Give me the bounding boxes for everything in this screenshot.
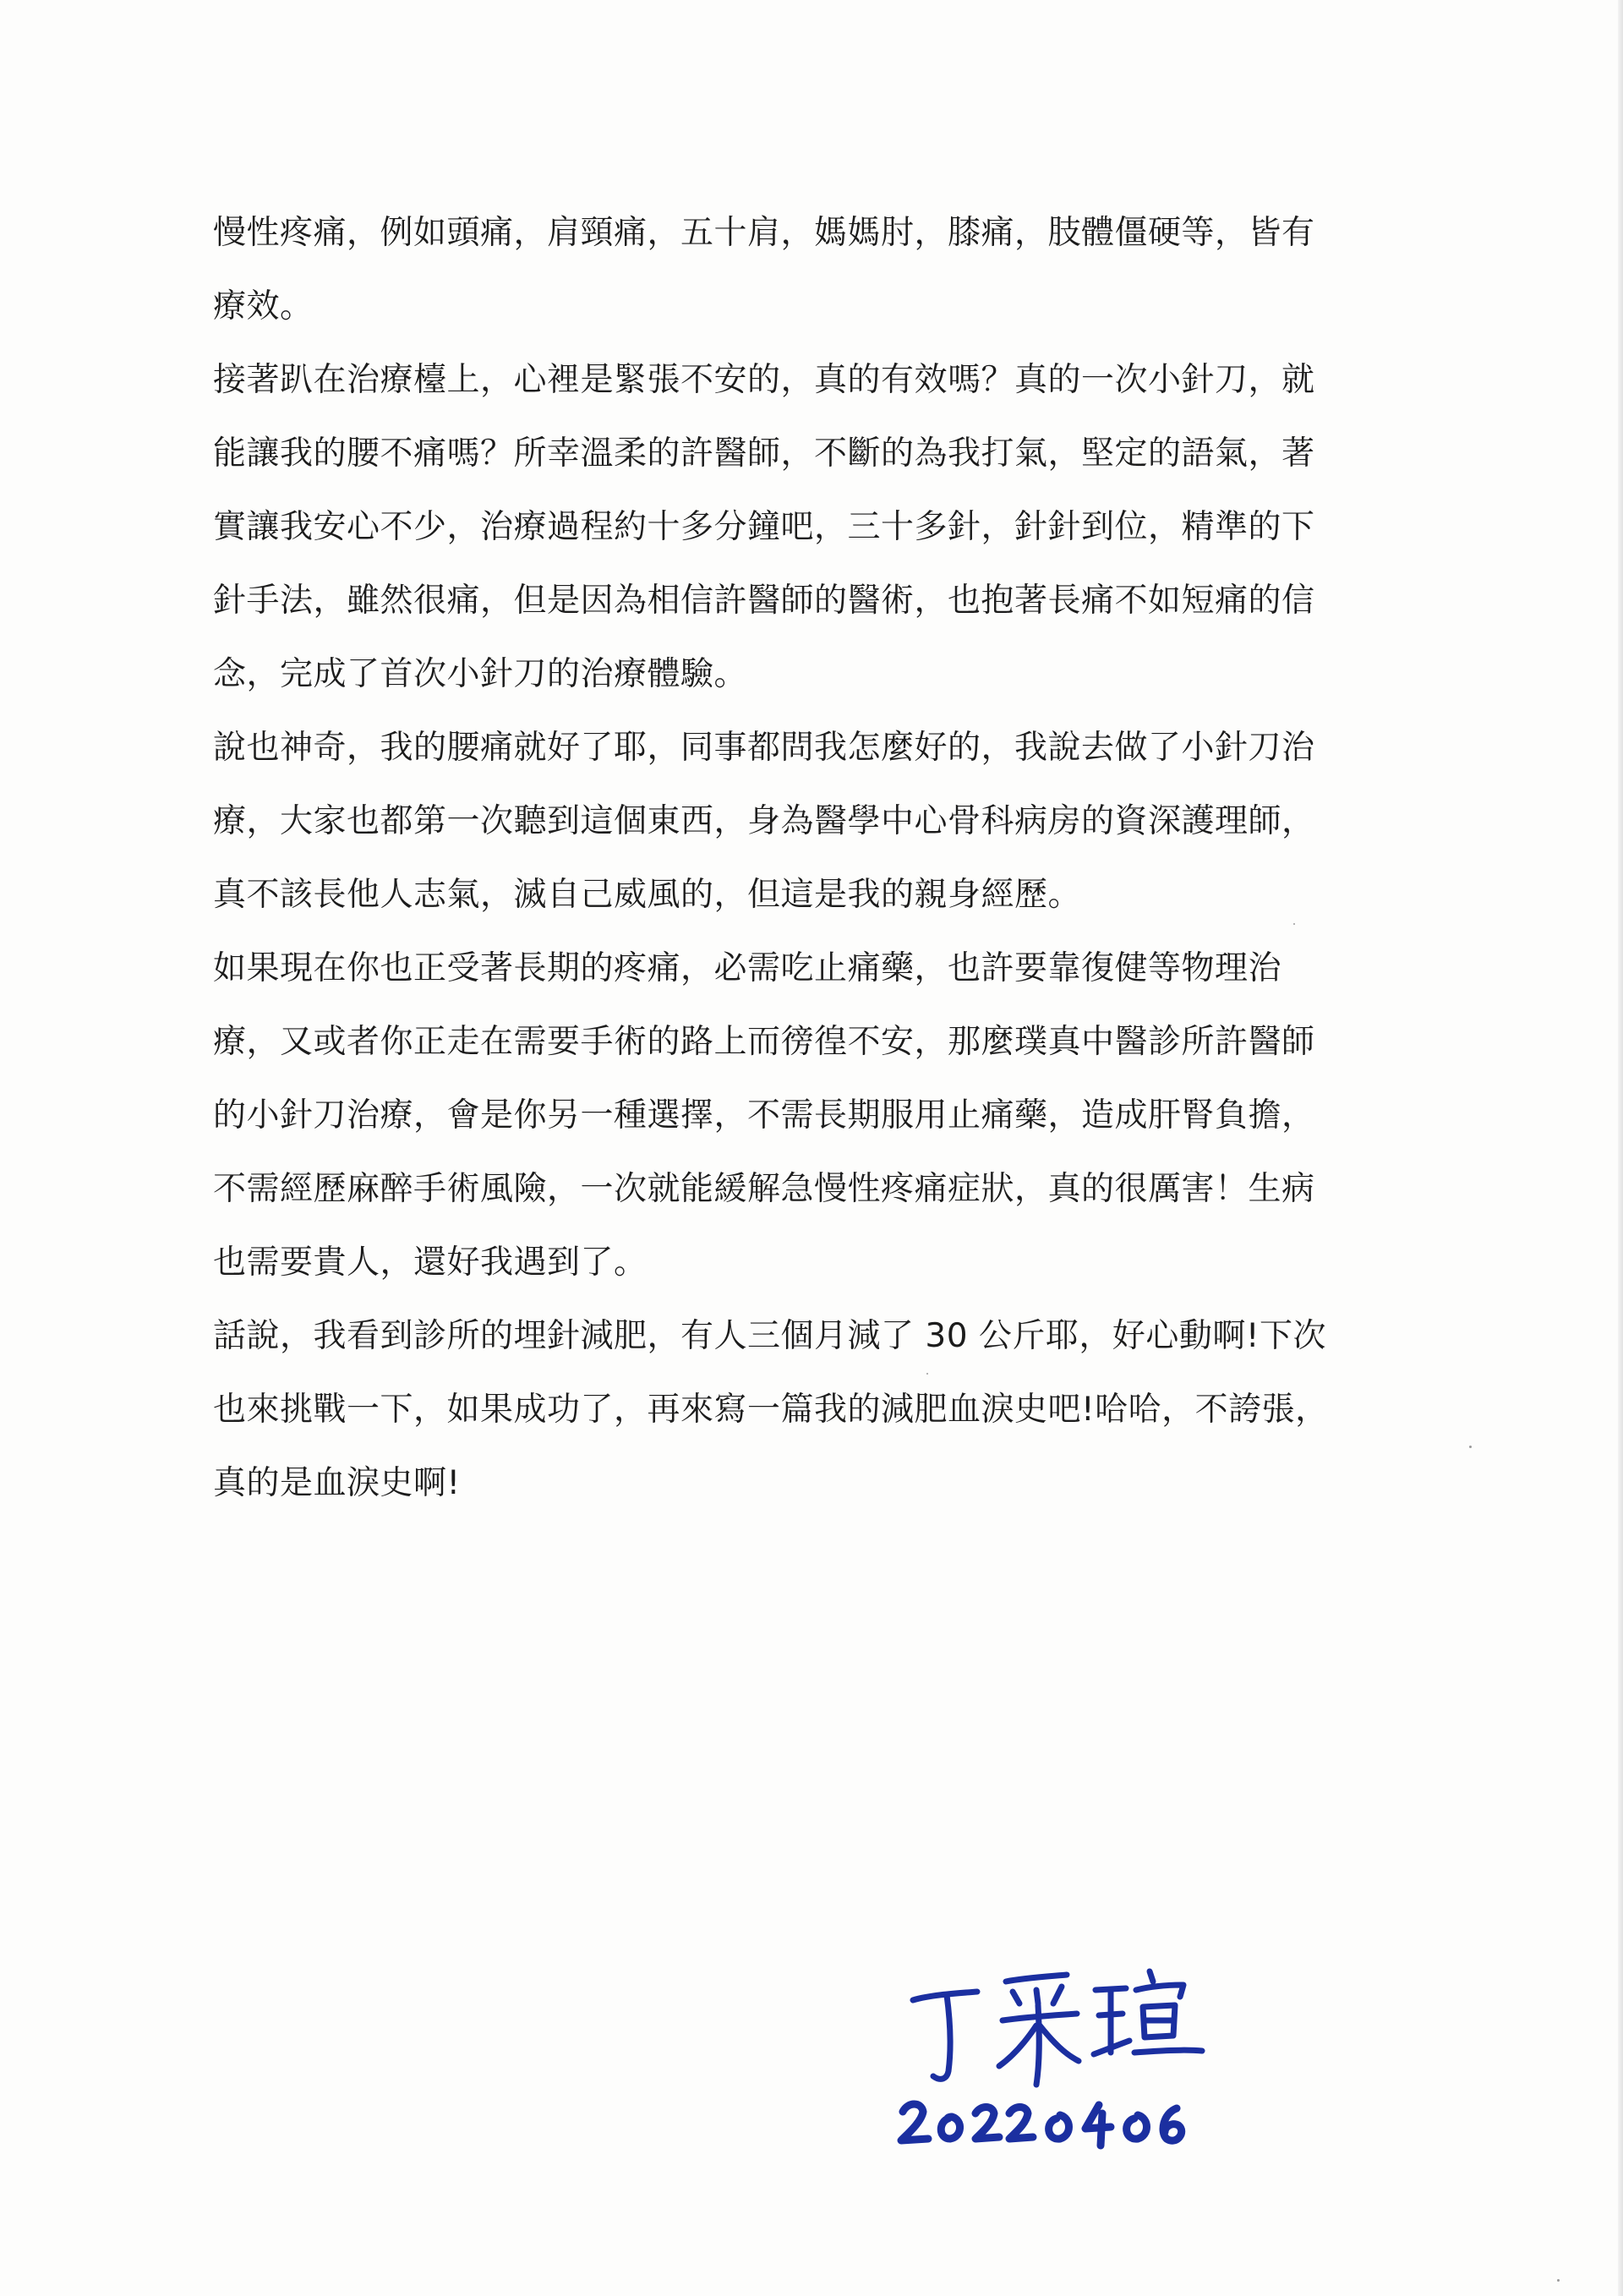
paragraph-4: 如果現在你也正受著長期的疼痛，必需吃止痛藥，也許要靠復健等物理治療，又或者你正走在需要手術的路上而徬徨不安，那麼璞真中醫診所許醫師的小針刀治療，會是你另一種選擇，不需長期服用止痛藥，造成肝腎負擔，不需經歷麻醉手術風險，一次就能緩解急慢性疼痛症狀，真的很厲害！生病也需要貴人，還好我遇到了。 [213, 949, 1315, 1282]
letter-body [213, 196, 1346, 1520]
paragraph-5: 話說，我看到診所的埋針減肥，有人三個月減了 30 公斤耶，好心動啊!下次也來挑戰一下，如果成功了，再來寫一篇我的減肥血淚史吧!哈哈，不誇張，真的是血淚史啊! [213, 1317, 1329, 1502]
signature-char-2 [999, 1975, 1079, 2085]
scan-speck [926, 1373, 928, 1375]
scan-speck [1293, 923, 1295, 925]
paragraph-2: 接著趴在治療檯上，心裡是緊張不安的，真的有效嗎？真的一次小針刀，就能讓我的腰不痛嗎？所幸溫柔的許醫師，不斷的為我打氣，堅定的語氣，著實讓我安心不少，治療過程約十多分鐘吧，三十多針，針針到位，精準的下針手法，雖然很痛，但是因為相信許醫師的醫術，也抱著長痛不如短痛的信念，完成了首次小針刀的治療體驗。 [213, 361, 1315, 693]
signature-date [901, 2104, 1182, 2146]
handwritten-signature [896, 1953, 1251, 2173]
paragraph-1: 慢性疼痛，例如頭痛，肩頸痛，五十肩，媽媽肘，膝痛，肢體僵硬等，皆有療效。 [213, 214, 1315, 325]
scan-speck [1557, 2279, 1560, 2282]
scan-edge [1618, 0, 1623, 2296]
scan-speck [1469, 1446, 1472, 1448]
paragraph-3: 說也神奇，我的腰痛就好了耶，同事都問我怎麼好的，我說去做了小針刀治療，大家也都第一次聽到這個東西，身為醫學中心骨科病房的資深護理師，真不該長他人志氣，滅自己威風的，但這是我的親身經歷。 [213, 729, 1315, 914]
signature-char-3 [1094, 1971, 1202, 2054]
signature-char-1 [913, 1992, 977, 2079]
